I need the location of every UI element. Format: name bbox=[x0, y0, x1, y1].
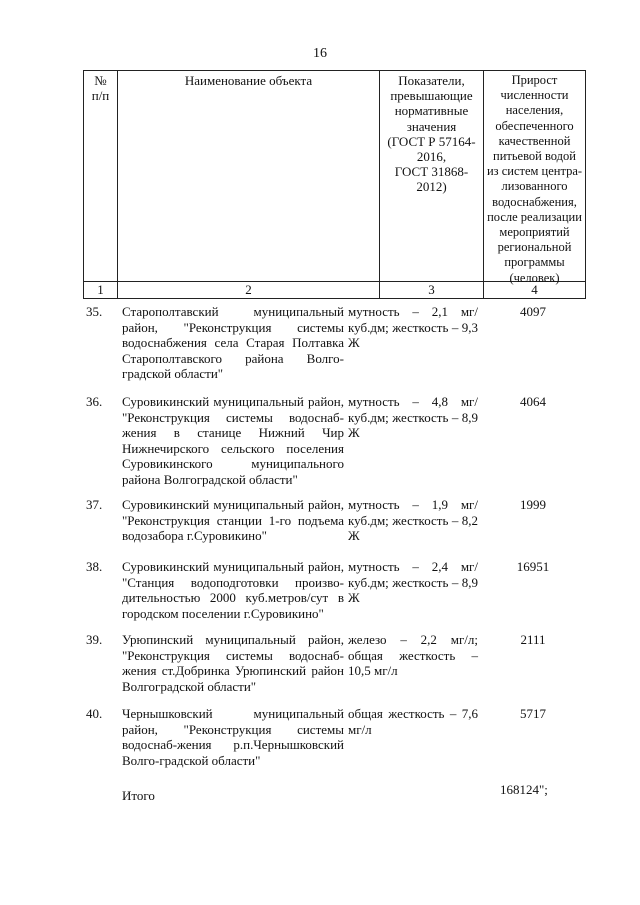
row-population-value: 2111 bbox=[520, 632, 546, 647]
row-number: 36. bbox=[86, 394, 103, 409]
row-number: 35. bbox=[86, 304, 103, 319]
column-number-row bbox=[83, 282, 586, 299]
row-indicators: общая жесткость – 7,6 мг/л bbox=[348, 706, 478, 737]
column-number-3: 3 bbox=[379, 282, 483, 298]
row-object-name: Суровикинский муниципальный район, "Реконструкция станции 1-го подъема водозабора г.Суровикино" bbox=[122, 497, 344, 544]
row-population-value: 16951 bbox=[516, 559, 550, 574]
row-indicators: мутность – 2,1 мг/куб.дм; жесткость – 9,3 Ж bbox=[348, 304, 478, 351]
row-population-value: 5717 bbox=[520, 706, 546, 721]
header-object-name: Наименование объекта bbox=[117, 71, 379, 281]
total-label: Итого bbox=[122, 788, 155, 803]
row-number: 39. bbox=[86, 632, 103, 647]
row-population-value: 1999 bbox=[520, 497, 546, 512]
row-indicators: мутность – 1,9 мг/куб.дм; жесткость – 8,2 Ж bbox=[348, 497, 478, 544]
row-indicators: железо – 2,2 мг/л; общая жесткость – 10,5 мг/л bbox=[348, 632, 478, 679]
column-number-4: 4 bbox=[483, 282, 585, 298]
header-population-growth: Прирост численности населения, обеспеченного качественной питьевой водой из систем центра- лизованного водоснабжения, после реализации мероприятий региональной программы (человек) bbox=[483, 71, 585, 281]
row-object-name: Урюпинский муниципальный район, "Реконструкция системы водоснаб-жения ст.Добринка Урюпинский район Волгоградской области" bbox=[122, 632, 344, 694]
row-object-name: Чернышковский муниципальный район, "Реконструкция системы водоснаб-жения р.п.Чернышковский Волго-градской области" bbox=[122, 706, 344, 768]
header-indicators: Показатели, превышающие нормативные значения (ГОСТ Р 57164-2016, ГОСТ 31868-2012) bbox=[379, 71, 483, 281]
row-population-value: 4097 bbox=[520, 304, 546, 319]
row-indicators: мутность – 2,4 мг/куб.дм; жесткость – 8,9 Ж bbox=[348, 559, 478, 606]
row-population-value: 4064 bbox=[520, 394, 546, 409]
page-number: 16 bbox=[313, 46, 327, 61]
table-header bbox=[83, 70, 586, 285]
total-value: 168124"; bbox=[500, 782, 548, 797]
header-number: № п/п bbox=[91, 73, 110, 104]
row-indicators: мутность – 4,8 мг/куб.дм; жесткость – 8,9 Ж bbox=[348, 394, 478, 441]
column-number-2: 2 bbox=[117, 282, 379, 298]
row-number: 37. bbox=[86, 497, 103, 512]
row-number: 40. bbox=[86, 706, 103, 721]
row-object-name: Старополтавский муниципальный район, "Реконструкция системы водоснабжения села Старая Полтавка Старополтавского района Волго-градской области" bbox=[122, 304, 344, 382]
row-object-name: Суровикинский муниципальный район, "Реконструкция системы водоснаб-жения в станице Нижний Чир Нижнечирского сельского поселения Суровикинского муниципального района Волгоградской области" bbox=[122, 394, 344, 487]
column-number-1: 1 bbox=[97, 282, 104, 297]
row-object-name: Суровикинский муниципальный район, "Станция водоподготовки произво-дительностью 2000 куб.метров/сут в городском поселении г.Суровикино" bbox=[122, 559, 344, 621]
row-number: 38. bbox=[86, 559, 103, 574]
